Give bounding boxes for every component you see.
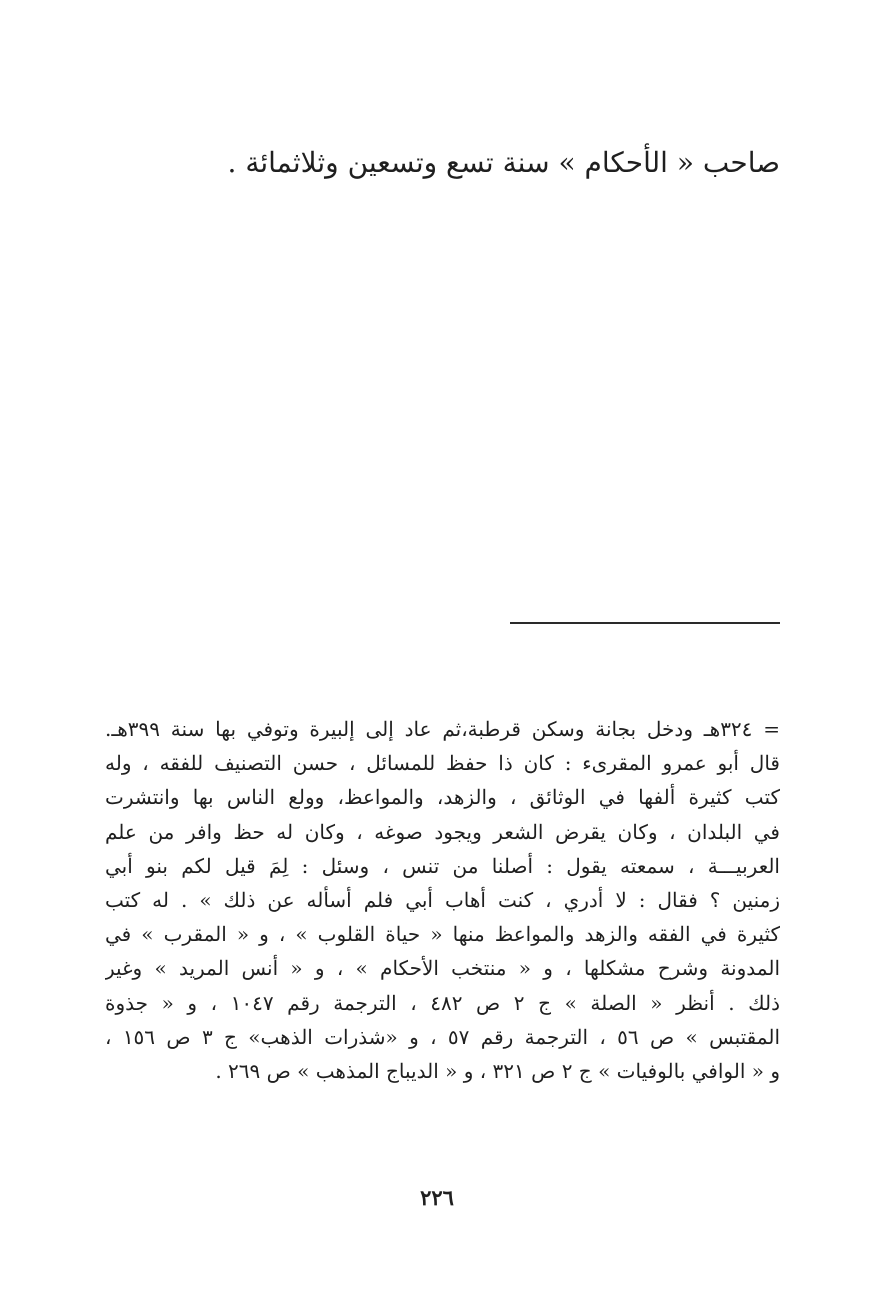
footnote-line: كتب كثيرة ألفها في الوثائق ، والزهد، والمواعظ، وولع الناس بها وانتشرت [105, 785, 780, 810]
footnote-line: قال أبو عمرو المقرىء : كان ذا حفظ للمسائل ، حسن التصنيف للفقه ، وله [105, 751, 780, 776]
footnote-line: = ٣٢٤هـ ودخل بجانة وسكن قرطبة،ثم عاد إلى إلبيرة وتوفي بها سنة ٣٩٩هـ. [105, 717, 780, 741]
footnote-line: زمنين ؟ فقال : لا أدري ، كنت أهاب أبي فلم أسأله عن ذلك » . له كتب [105, 887, 780, 912]
footnote-line: المقتبس » ص ٥٦ ، الترجمة رقم ٥٧ ، و «شذرات الذهب» ج ٣ ص ١٥٦ ، [105, 1024, 780, 1049]
footnote-block [105, 712, 780, 1088]
page-number: ٢٢٦ [420, 1185, 454, 1210]
footnote-divider [510, 622, 780, 624]
footnote-line: المدونة وشرح مشكلها ، و « منتخب الأحكام » ، و « أنس المريد » وغير [105, 956, 780, 981]
footnote-line: ذلك . أنظر « الصلة » ج ٢ ص ٤٨٢ ، الترجمة رقم ١٠٤٧ ، و « جذوة [105, 990, 780, 1015]
footnote-line: كثيرة في الفقه والزهد والمواعظ منها « حياة القلوب » ، و « المقرب » في [105, 922, 780, 947]
footnote-line: في البلدان ، وكان يقرض الشعر ويجود صوغه ، وكان له حظ وافر من علم [105, 819, 780, 844]
footnote-line: و « الوافي بالوفيات » ج ٢ ص ٣٢١ ، و « الديباج المذهب » ص ٢٦٩ . [215, 1058, 780, 1083]
footnote-line: العربيـــة ، سمعته يقول : أصلنا من تنس ، وسئل : لِمَ قيل لكم بنو أبي [105, 853, 780, 878]
body-text-line: صاحب « الأحكام » سنة تسع وتسعين وثلاثمائة . [227, 146, 780, 179]
